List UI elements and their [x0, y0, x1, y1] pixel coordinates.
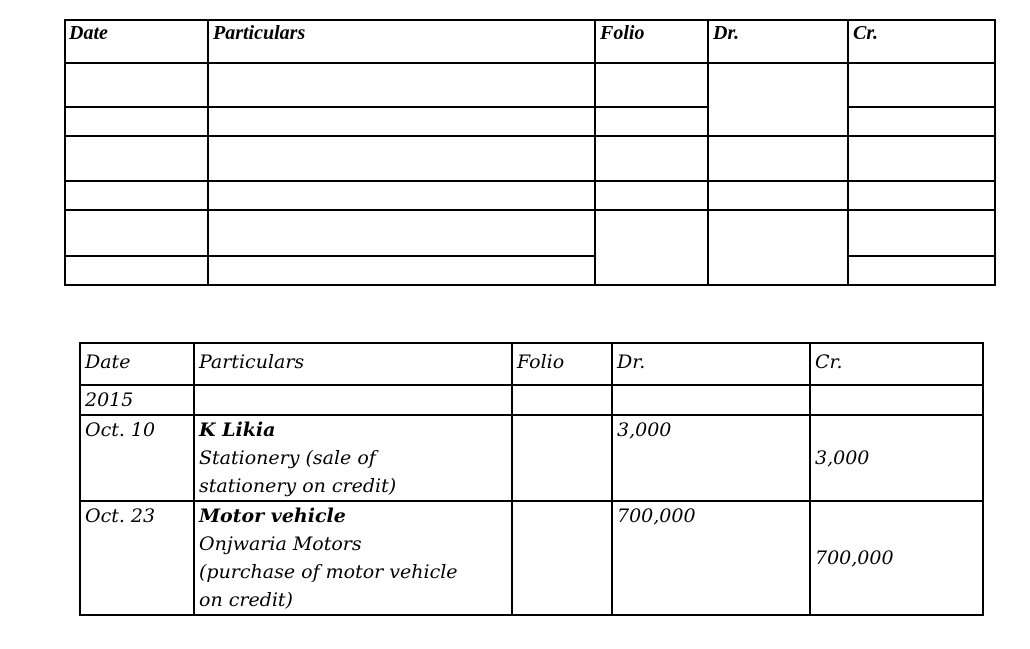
empty-cell	[810, 385, 983, 415]
entry-particulars	[194, 501, 512, 615]
rule-top	[64, 19, 996, 21]
entry-dr: 700,000	[612, 501, 810, 615]
journal-year: 2015	[80, 385, 194, 415]
entry-cr: 700,000	[810, 501, 983, 615]
rule-bottom	[64, 284, 996, 286]
rule-right	[994, 19, 996, 286]
entry-narration-cont: on credit)	[199, 589, 293, 611]
entry-debit-account: Motor vehicle	[199, 505, 346, 527]
rule-folio-dr	[707, 19, 709, 286]
template-header-date: Date	[69, 22, 108, 44]
entry-date: Oct. 23	[80, 501, 194, 615]
entry-credit-account: Stationery (sale of	[199, 447, 376, 469]
template-header-particulars: Particulars	[213, 22, 306, 44]
rule-row-1	[64, 106, 709, 108]
journal-header-date: Date	[80, 343, 194, 385]
entry-date: Oct. 10	[80, 415, 194, 501]
blank-journal-template	[64, 19, 996, 286]
entry-cr: 3,000	[810, 415, 983, 501]
entry-particulars	[194, 415, 512, 501]
rule-dr-cr	[847, 19, 849, 286]
empty-cell	[612, 385, 810, 415]
entry-folio	[512, 501, 612, 615]
rule-row-2	[64, 135, 996, 137]
rule-row-1-cr	[848, 106, 996, 108]
rule-particulars-folio	[594, 19, 596, 286]
journal-entry-row	[80, 501, 983, 615]
rule-row-5	[64, 255, 594, 257]
journal-entries-table	[79, 342, 984, 616]
rule-date-particulars	[207, 19, 209, 286]
empty-cell	[194, 385, 512, 415]
journal-entry-row	[80, 415, 983, 501]
journal-header-folio: Folio	[512, 343, 612, 385]
template-header-dr: Dr.	[713, 22, 740, 44]
journal-header-particulars: Particulars	[194, 343, 512, 385]
journal-header-cr: Cr.	[810, 343, 983, 385]
entry-debit-account: K Likia	[199, 419, 276, 441]
rule-row-4	[64, 209, 996, 211]
empty-cell	[512, 385, 612, 415]
template-header-cr: Cr.	[853, 22, 879, 44]
entry-narration: stationery on credit)	[199, 475, 397, 497]
entry-credit-account: Onjwaria Motors	[199, 533, 362, 555]
entry-dr: 3,000	[612, 415, 810, 501]
rule-row-5-cr	[848, 255, 996, 257]
entry-narration: (purchase of motor vehicle	[199, 561, 458, 583]
template-header-folio: Folio	[600, 22, 645, 44]
journal-header-dr: Dr.	[612, 343, 810, 385]
rule-left	[64, 19, 66, 286]
journal-year-row	[80, 385, 983, 415]
journal-header-row	[80, 343, 983, 385]
rule-row-3	[64, 180, 996, 182]
rule-header-bottom	[64, 62, 996, 64]
entry-folio	[512, 415, 612, 501]
